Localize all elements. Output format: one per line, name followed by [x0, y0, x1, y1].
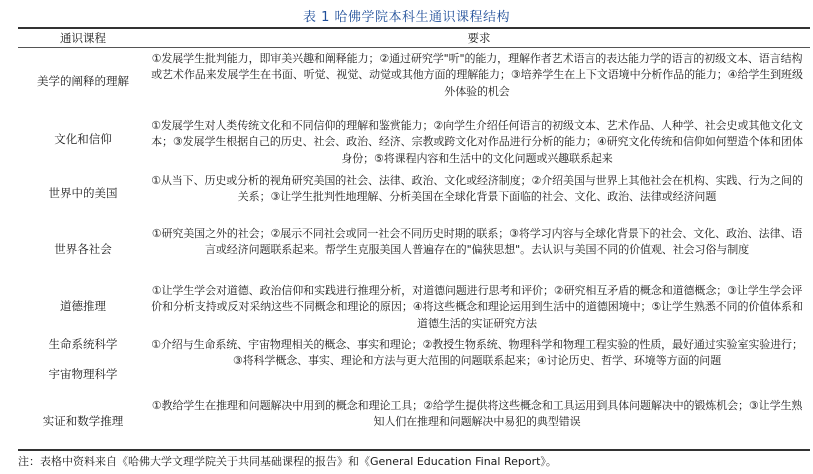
table-row — [18, 280, 810, 336]
table-caption: 表 1 哈佛学院本科生通识课程结构 — [302, 10, 511, 25]
course-requirement: ①研究美国之外的社会；②展示不同社会或同一社会不同历史时期的联系；③将学习内容与全球化背景下的社会、文化、政治、法律、语言或经济问题联系起来。帮学生克服美国人普遍存在的"偏狭思想"。去认识与美国不同的价值观、社会习俗与制度 — [151, 227, 803, 257]
table-row — [18, 170, 810, 223]
course-requirement: ①让学生学会对道德、政治信仰和实践进行推理分析，对道德问题进行思考和评价；②研究相互矛盾的概念和道德概念；③让学生学会评价和分析支持或反对采纳这些不同概念和理论的原因；④将这些概念和理论运用到生活中的道德困境中；⑤让学生熟悉不同的价值体系和道德生活的实证研究方法 — [151, 284, 803, 330]
course-requirement: ①从当下、历史或分析的视角研究美国的社会、法律、政治、文化或经济制度；②介绍美国与世界上其他社会在机构、实践、行为之间的关系；③让学生批判性地理解、分析美国在全球化背景下面临的社会、文化、政治、法律或经济问题 — [151, 174, 803, 204]
course-requirement: ①发展学生批判能力，即审美兴趣和阐释能力；②通过研究学"听"的能力，理解作者艺术语言的表达能力学的语言的初级文本、语言结构或艺术作品来发展学生在书面、听觉、视觉、动觉或其他方面的理解能力；③培养学生在上下文语境中分析作品的能力；④给学生到班级外体验的机会 — [151, 52, 803, 98]
table-row — [18, 336, 810, 396]
course-name: 宇宙物理科学 — [48, 367, 118, 381]
bottom-rule — [18, 449, 810, 451]
course-requirement: ①发展学生对人类传统文化和不同信仰的理解和鉴赏能力；②向学生介绍任何语言的初级文本、艺术作品、人种学、社会史或其他文化文本；③发展学生根据自己的历史、社会、政治、经济、宗教或跨文化对作品进行分析的能力；④研究文化传统和信仰如何塑造个体和团体身份；⑤将课程内容和生活中的文化问题或兴趣联系起来 — [151, 119, 803, 165]
table-body — [18, 48, 810, 448]
course-requirement: ①介绍与生命系统、宇宙物理相关的概念、事实和理论；②教授生物系统、物理科学和物理工程实验的性质，最好通过实验室实验进行；③将科学概念、事实、理论和方法与更大范围的问题联系起来；④讨论历史、哲学、环境等方面的问题 — [151, 338, 803, 368]
header-course: 通识课程 — [60, 31, 106, 45]
course-name: 世界中的美国 — [48, 186, 118, 200]
source-note: 注：表格中资料来自《哈佛大学文理学院关于共同基础课程的报告》和《General Education Final Report》。 — [18, 455, 557, 468]
table-row — [18, 48, 810, 114]
table-row — [18, 223, 810, 280]
course-name: 道德推理 — [60, 299, 106, 313]
course-name: 世界各社会 — [54, 242, 112, 256]
table-row — [18, 114, 810, 170]
header-requirement: 要求 — [467, 31, 491, 45]
table-row — [18, 396, 810, 448]
course-name: 文化和信仰 — [54, 132, 112, 146]
course-name: 生命系统科学 — [48, 337, 118, 351]
course-name: 美学的阐释的理解 — [37, 74, 129, 88]
course-requirement: ①教给学生在推理和问题解决中用到的概念和理论工具；②给学生提供将这些概念和工具运用到具体问题解决中的锻炼机会；③让学生熟知人们在推理和问题解决中易犯的典型错误 — [151, 399, 803, 429]
course-name: 实证和数学推理 — [42, 414, 124, 428]
table-header — [18, 29, 810, 47]
